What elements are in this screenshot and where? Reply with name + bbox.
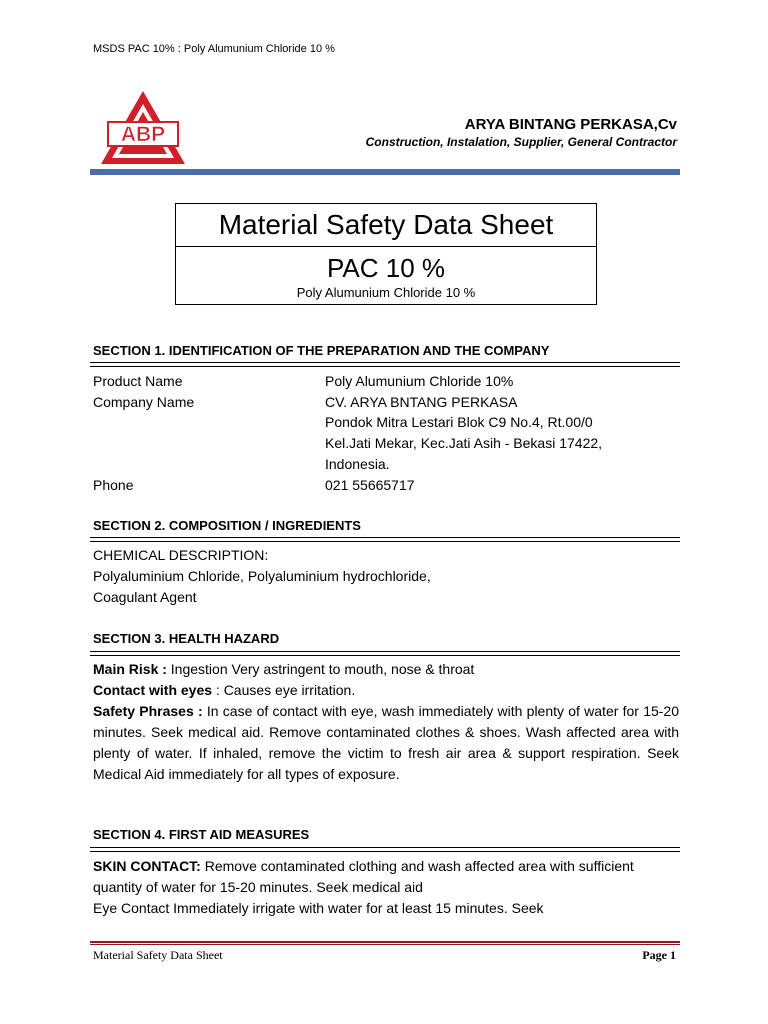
product-name-label: Product Name — [93, 373, 183, 389]
composition-text — [93, 545, 679, 608]
address-line-2: Kel.Jati Mekar, Kec.Jati Asih - Bekasi 17422, — [325, 435, 603, 452]
eye-contact-label: Contact with eyes — [93, 682, 213, 698]
product-title: PAC 10 % — [326, 253, 445, 283]
header-divider — [90, 169, 680, 175]
section-4-rule — [90, 847, 680, 852]
eye-contact-line — [93, 680, 679, 701]
company-name-label: Company Name — [93, 393, 195, 410]
main-risk-label: Main Risk : — [93, 661, 167, 677]
company-tagline: Construction, Instalation, Supplier, General Contractor — [365, 135, 677, 149]
product-block — [176, 247, 596, 300]
section-2-heading: SECTION 2. COMPOSITION / INGREDIENTS — [93, 518, 361, 533]
identification-table — [93, 371, 683, 495]
section-1-rule — [90, 362, 680, 367]
skin-contact-paragraph — [93, 856, 679, 898]
section-3-heading: SECTION 3. HEALTH HAZARD — [93, 631, 280, 646]
health-hazard-text — [93, 659, 679, 785]
safety-phrases-paragraph — [93, 701, 679, 785]
main-risk-line — [93, 659, 679, 680]
title-box — [175, 203, 597, 305]
address-line-1: Pondok Mitra Lestari Blok C9 No.4, Rt.00/0 — [325, 414, 593, 431]
svg-text:ABP: ABP — [120, 123, 166, 146]
table-row — [93, 392, 683, 475]
skin-contact-label: SKIN CONTACT: — [93, 858, 201, 874]
safety-phrases-label: Safety Phrases : — [93, 703, 203, 719]
table-row — [93, 371, 683, 392]
section-2-rule — [90, 537, 680, 542]
chemical-description-label: CHEMICAL DESCRIPTION: — [93, 547, 269, 563]
product-name-value: Poly Alumunium Chloride 10% — [325, 373, 514, 389]
running-header: MSDS PAC 10% : Poly Alumunium Chloride 10 % — [93, 43, 335, 55]
chemical-names: Polyaluminium Chloride, Polyaluminium hydrochloride, — [93, 568, 431, 584]
section-3-rule — [90, 651, 680, 656]
section-4-heading: SECTION 4. FIRST AID MEASURES — [93, 827, 310, 842]
footer-title: Material Safety Data Sheet — [93, 948, 223, 962]
address-line-3: Indonesia. — [325, 455, 390, 472]
first-aid-text — [93, 856, 679, 919]
eye-contact-first-aid: Eye Contact Immediately irrigate with water for at least 15 minutes. Seek — [93, 900, 544, 916]
company-name-value: CV. ARYA BNTANG PERKASA — [325, 393, 518, 410]
phone-value: 021 55665717 — [325, 476, 415, 493]
company-logo — [98, 88, 188, 168]
section-1-heading: SECTION 1. IDENTIFICATION OF THE PREPARATION AND THE COMPANY — [93, 343, 550, 358]
page-number: Page 1 — [642, 948, 676, 962]
product-subtitle: Poly Alumunium Chloride 10 % — [296, 285, 476, 300]
footer-divider — [90, 941, 680, 945]
eye-contact-text: : Causes eye irritation. — [212, 682, 356, 698]
company-name: ARYA BINTANG PERKASA,Cv — [464, 116, 677, 133]
phone-label: Phone — [93, 476, 134, 493]
main-risk-text: Ingestion Very astringent to mouth, nose & throat — [166, 661, 475, 677]
chemical-function: Coagulant Agent — [93, 589, 197, 605]
skin-contact-text: Remove contaminated clothing and wash affected area with sufficient quantity of water for 15-20 minutes. Seek medical aid — [93, 858, 634, 895]
document-title: Material Safety Data Sheet — [176, 204, 596, 247]
table-row — [93, 475, 683, 496]
safety-phrases-text: In case of contact with eye, wash immediately with plenty of water for 15-20 minutes. Seek medical aid. Remove contaminated clothes & shoes. Wash affected area with plenty of water. If inhaled, remove the victim to fresh air area & support respiration. Seek Medical Aid immediately for all types of exposure. — [93, 703, 679, 782]
